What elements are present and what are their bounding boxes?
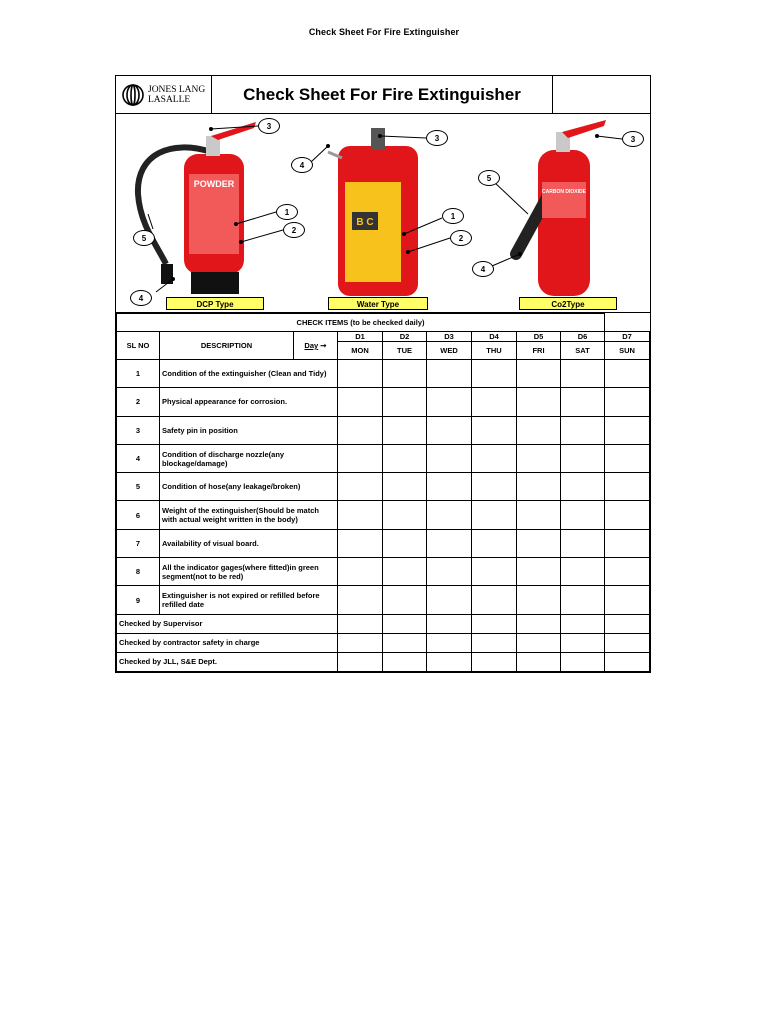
check-cell[interactable] xyxy=(561,444,605,472)
check-cell[interactable] xyxy=(338,558,383,586)
item-number: 2 xyxy=(117,388,160,416)
signoff-cell[interactable] xyxy=(472,614,517,633)
check-cell[interactable] xyxy=(517,360,561,388)
callout-3-dcp: 3 xyxy=(258,118,280,134)
sheet-title: Check Sheet For Fire Extinguisher xyxy=(212,76,553,113)
day-code: D7 xyxy=(605,332,650,342)
signoff-cell[interactable] xyxy=(605,614,650,633)
check-cell[interactable] xyxy=(472,529,517,557)
water-badge: B C xyxy=(356,217,374,228)
check-cell[interactable] xyxy=(517,529,561,557)
check-cell[interactable] xyxy=(472,473,517,501)
signoff-cell[interactable] xyxy=(383,614,427,633)
check-sheet xyxy=(115,75,651,673)
table-row xyxy=(117,360,650,388)
check-cell[interactable] xyxy=(605,473,650,501)
day-name: FRI xyxy=(517,342,561,360)
check-cell[interactable] xyxy=(427,444,472,472)
check-cell[interactable] xyxy=(383,558,427,586)
check-cell[interactable] xyxy=(517,586,561,614)
item-number: 7 xyxy=(117,529,160,557)
callout-5-co2: 5 xyxy=(478,170,500,186)
check-cell[interactable] xyxy=(517,558,561,586)
co2-extinguisher-icon xyxy=(516,120,606,296)
check-cell[interactable] xyxy=(517,416,561,444)
check-cell[interactable] xyxy=(427,360,472,388)
table-row xyxy=(117,586,650,614)
check-cell[interactable] xyxy=(427,388,472,416)
check-cell[interactable] xyxy=(383,388,427,416)
jll-logo-icon xyxy=(122,84,144,106)
day-name: WED xyxy=(427,342,472,360)
col-header-description: DESCRIPTION xyxy=(160,332,294,360)
table-row xyxy=(117,558,650,586)
day-arrow-icon: ➞ xyxy=(318,341,327,350)
check-cell[interactable] xyxy=(561,586,605,614)
signoff-cell[interactable] xyxy=(338,633,383,652)
callout-5-dcp: 5 xyxy=(133,230,155,246)
item-number: 3 xyxy=(117,416,160,444)
item-description: Condition of hose(any leakage/broken) xyxy=(160,473,338,501)
blank-title-cell xyxy=(553,76,650,113)
signoff-cell[interactable] xyxy=(517,614,561,633)
callout-3-co2: 3 xyxy=(622,131,644,147)
signoff-cell[interactable] xyxy=(605,652,650,671)
check-items-table xyxy=(116,313,650,672)
item-description: Physical appearance for corrosion. xyxy=(160,388,338,416)
logo-text xyxy=(148,85,205,105)
signoff-cell[interactable] xyxy=(472,633,517,652)
check-cell[interactable] xyxy=(517,444,561,472)
signoff-cell[interactable] xyxy=(383,633,427,652)
item-number: 5 xyxy=(117,473,160,501)
check-cell[interactable] xyxy=(383,473,427,501)
extinguisher-illustrations xyxy=(116,114,649,312)
signoff-cell[interactable] xyxy=(427,652,472,671)
page-header: Check Sheet For Fire Extinguisher xyxy=(308,27,460,37)
callout-1-water: 1 xyxy=(442,208,464,224)
type-label-co2: Co2Type xyxy=(519,297,617,310)
signoff-row xyxy=(117,614,650,633)
water-extinguisher-icon xyxy=(328,128,418,296)
check-cell[interactable] xyxy=(605,416,650,444)
item-description: Weight of the extinguisher(Should be match with actual weight written in the body) xyxy=(160,501,338,529)
type-label-dcp: DCP Type xyxy=(166,297,264,310)
callout-4-dcp: 4 xyxy=(130,290,152,306)
title-row xyxy=(116,76,650,114)
check-cell[interactable] xyxy=(427,501,472,529)
callout-1-dcp: 1 xyxy=(276,204,298,220)
check-cell[interactable] xyxy=(472,388,517,416)
check-cell[interactable] xyxy=(383,586,427,614)
day-label: Day xyxy=(304,341,319,350)
check-cell[interactable] xyxy=(561,529,605,557)
check-cell[interactable] xyxy=(561,416,605,444)
day-code: D1 xyxy=(338,332,383,342)
table-row xyxy=(117,444,650,472)
check-cell[interactable] xyxy=(605,529,650,557)
table-row xyxy=(117,501,650,529)
signoff-row xyxy=(117,633,650,652)
signoff-cell[interactable] xyxy=(517,633,561,652)
check-cell[interactable] xyxy=(517,388,561,416)
check-items-heading: CHECK ITEMS (to be checked daily) xyxy=(117,314,605,332)
day-name: TUE xyxy=(383,342,427,360)
day-code: D2 xyxy=(383,332,427,342)
signoff-cell[interactable] xyxy=(383,652,427,671)
item-description: Extinguisher is not expired or refilled before refilled date xyxy=(160,586,338,614)
logo xyxy=(116,76,212,113)
item-rows xyxy=(117,360,650,615)
check-cell[interactable] xyxy=(338,416,383,444)
signoff-cell[interactable] xyxy=(517,652,561,671)
check-cell[interactable] xyxy=(338,501,383,529)
check-cell[interactable] xyxy=(472,416,517,444)
table-row xyxy=(117,388,650,416)
table-row xyxy=(117,529,650,557)
signoff-cell[interactable] xyxy=(338,652,383,671)
signoff-cell[interactable] xyxy=(561,652,605,671)
callout-2-dcp: 2 xyxy=(283,222,305,238)
signoff-label: Checked by Supervisor xyxy=(117,614,338,633)
check-cell[interactable] xyxy=(383,529,427,557)
day-name: MON xyxy=(338,342,383,360)
table-row xyxy=(117,416,650,444)
item-description: Condition of the extinguisher (Clean and Tidy) xyxy=(160,360,338,388)
dcp-extinguisher-icon xyxy=(138,122,256,294)
callout-3-water: 3 xyxy=(426,130,448,146)
check-cell[interactable] xyxy=(427,586,472,614)
signoff-cell[interactable] xyxy=(472,652,517,671)
logo-line-1: JONES LANG xyxy=(148,84,206,95)
signoff-cell[interactable] xyxy=(561,614,605,633)
check-cell[interactable] xyxy=(472,444,517,472)
day-code: D4 xyxy=(472,332,517,342)
check-cell[interactable] xyxy=(383,360,427,388)
check-cell[interactable] xyxy=(472,501,517,529)
type-label-water: Water Type xyxy=(328,297,428,310)
signoff-label: Checked by JLL, S&E Dept. xyxy=(117,652,338,671)
day-name: SUN xyxy=(605,342,650,360)
dcp-label: POWDER xyxy=(193,179,235,189)
signoff-cell[interactable] xyxy=(427,614,472,633)
check-cell[interactable] xyxy=(472,558,517,586)
callout-2-water: 2 xyxy=(450,230,472,246)
signoff-cell[interactable] xyxy=(605,633,650,652)
check-cell[interactable] xyxy=(605,388,650,416)
check-cell[interactable] xyxy=(338,388,383,416)
item-description: Safety pin in position xyxy=(160,416,338,444)
check-cell[interactable] xyxy=(561,388,605,416)
check-cell[interactable] xyxy=(383,444,427,472)
check-cell[interactable] xyxy=(338,586,383,614)
day-name: SAT xyxy=(561,342,605,360)
check-cell[interactable] xyxy=(383,501,427,529)
item-number: 6 xyxy=(117,501,160,529)
check-cell[interactable] xyxy=(561,473,605,501)
check-cell[interactable] xyxy=(383,416,427,444)
signoff-cell[interactable] xyxy=(338,614,383,633)
co2-label: CARBON DIOXIDE xyxy=(542,189,586,195)
item-number: 4 xyxy=(117,444,160,472)
logo-line-2: LASALLE xyxy=(148,94,191,105)
check-cell[interactable] xyxy=(561,360,605,388)
item-number: 8 xyxy=(117,558,160,586)
check-cell[interactable] xyxy=(427,473,472,501)
check-cell[interactable] xyxy=(427,529,472,557)
check-cell[interactable] xyxy=(517,501,561,529)
check-cell[interactable] xyxy=(561,501,605,529)
check-cell[interactable] xyxy=(338,529,383,557)
check-cell[interactable] xyxy=(605,586,650,614)
day-code: D6 xyxy=(561,332,605,342)
day-name: THU xyxy=(472,342,517,360)
item-description: All the indicator gages(where fitted)in green segment(not to be red) xyxy=(160,558,338,586)
extinguisher-images xyxy=(116,114,650,313)
callout-4-water: 4 xyxy=(291,157,313,173)
check-cell[interactable] xyxy=(472,360,517,388)
check-cell[interactable] xyxy=(338,360,383,388)
signoff-rows xyxy=(117,614,650,671)
check-cell[interactable] xyxy=(338,444,383,472)
check-cell[interactable] xyxy=(605,444,650,472)
item-description: Condition of discharge nozzle(any blockage/damage) xyxy=(160,444,338,472)
check-cell[interactable] xyxy=(427,558,472,586)
check-cell[interactable] xyxy=(561,558,605,586)
check-cell[interactable] xyxy=(517,473,561,501)
day-code: D5 xyxy=(517,332,561,342)
check-cell[interactable] xyxy=(338,473,383,501)
col-header-day xyxy=(294,332,338,360)
col-header-sl-no: SL NO xyxy=(117,332,160,360)
check-cell[interactable] xyxy=(472,586,517,614)
check-cell[interactable] xyxy=(605,558,650,586)
signoff-label: Checked by contractor safety in charge xyxy=(117,633,338,652)
item-number: 9 xyxy=(117,586,160,614)
day-code: D3 xyxy=(427,332,472,342)
callout-4-co2: 4 xyxy=(472,261,494,277)
check-cell[interactable] xyxy=(605,360,650,388)
item-number: 1 xyxy=(117,360,160,388)
signoff-cell[interactable] xyxy=(427,633,472,652)
table-row xyxy=(117,473,650,501)
signoff-cell[interactable] xyxy=(561,633,605,652)
item-description: Availability of visual board. xyxy=(160,529,338,557)
check-cell[interactable] xyxy=(427,416,472,444)
check-cell[interactable] xyxy=(605,501,650,529)
signoff-row xyxy=(117,652,650,671)
